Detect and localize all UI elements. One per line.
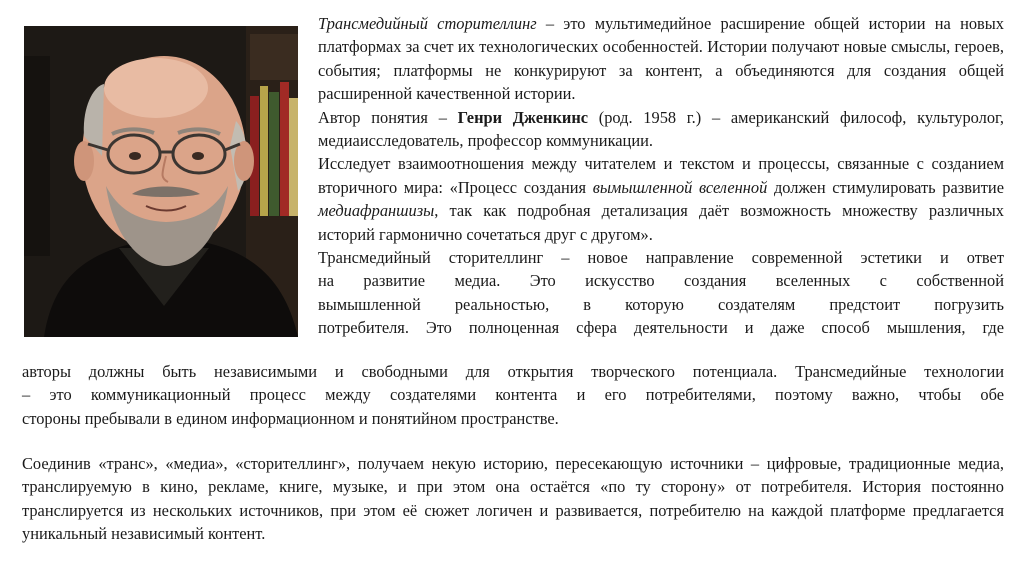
text-line: потребителя. Это полноценная сфера деятельности и даже способ мышления, где [318,318,1004,338]
definition-paragraph: Трансмедийный сторителлинг – это мультимедийное расширение общей истории на новых платформах за счет их технологических особенностей. Истории получают новые смыслы, героев, события; платформы не конкурируют за контент, а объединяются для создания общей расширенной качественной истории. [318,14,1004,104]
final-paragraph: Соединив «транс», «медиа», «сторителлинг», получаем некую историю, пересекающую источники – цифровые, традиционные медиа, транслируемую в кино, рекламе, книге, музыке, и при этом она остаётся «по ту сторону» от потребителя. История постоянно транслируется из нескольких источников, при этом её сюжет логичен и развивается, потребителю на каждой платформе предлагается уникальный независимый контент. [22,454,1004,544]
text-line: вымышленной реальностью, в которую создателям предстоит погрузить [318,294,1004,314]
term-italic: Трансмедийный сторителлинг [318,14,537,33]
author-paragraph: Автор понятия – Генри Дженкинс (род. 1958 г.) – американский философ, культуролог, медиаисследователь, профессор коммуникации. [318,107,1004,151]
portrait-photo [24,26,298,337]
text-line: на развитие медиа. Это искусство создания вселенных с собственной [318,271,1004,291]
text-line: – это коммуникационный процесс между создателями контента и его потребителями, поэтому важно, чтобы обе [22,385,1004,405]
text-line: Трансмедийный сторителлинг – новое направление современной эстетики и ответ [318,248,1004,268]
intro-text-block [318,12,1004,340]
research-paragraph: Исследует взаимоотношения между читателем и текстом и процессы, связанные с созданием вторичного мира: «Процесс создания вымышленной вселенной должен стимулировать развитие медиафраншизы, так как подробная детализация даёт возможность множеству различных историй гармонично сочетаться друг с другом». [318,154,1004,244]
continuation-text-block [22,360,1004,430]
text-line: стороны пребывали в едином информационном и понятийном пространстве. [22,408,559,428]
aesthetics-paragraph [318,246,1004,340]
text-line: авторы должны быть независимыми и свободными для открытия творческого потенциала. Трансмедийные технологии [22,362,1004,381]
author-name: Генри Дженкинс [457,107,589,127]
